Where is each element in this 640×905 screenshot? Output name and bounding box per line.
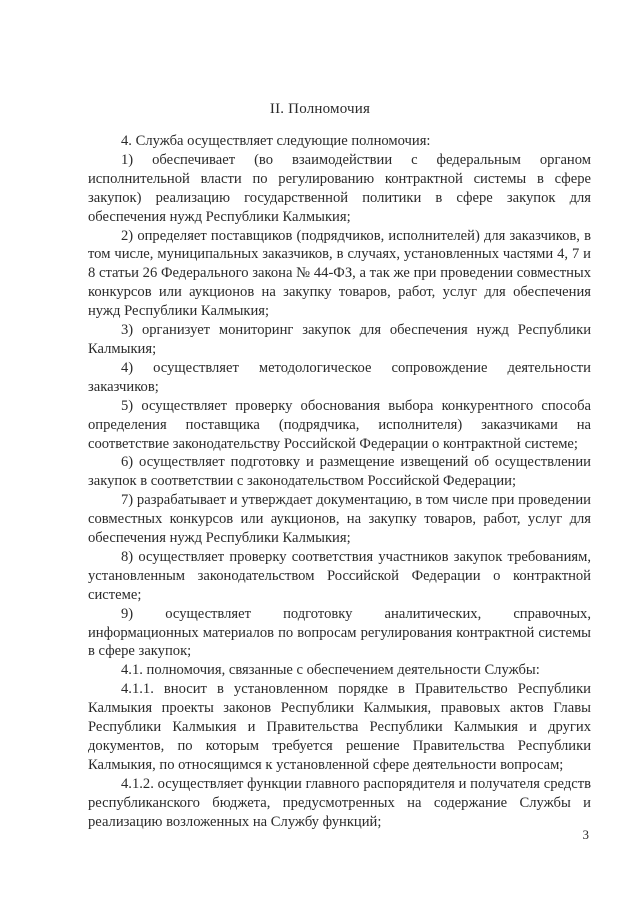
paragraph-item-5: 5) осуществляет проверку обоснования выбора конкурентного способа определения поставщика (подрядчика, исполнителя) заказчиками на соответствие законодательству Российской Федерации о контрактной системе; (88, 397, 591, 452)
paragraph-intro: 4. Служба осуществляет следующие полномочия: (121, 133, 431, 149)
paragraph-item-4: 4) осуществляет методологическое сопровождение деятельности заказчиков; (88, 359, 591, 395)
paragraph-item-6: 6) осуществляет подготовку и размещение извещений об осуществлении закупок в соответствии с законодательством Российской Федерации; (88, 454, 591, 490)
document-body (88, 132, 591, 832)
paragraph-item-3: 3) организует мониторинг закупок для обеспечения нужд Республики Калмыкия; (88, 322, 591, 357)
paragraph-4-1-2: 4.1.2. осуществляет функции главного распорядителя и получателя средств республиканского бюджета, предусмотренных на содержание Службы и реализацию возложенных на Службу функций; (88, 775, 591, 830)
page-number: 3 (582, 827, 589, 842)
paragraph-item-9: 9) осуществляет подготовку аналитических, справочных, информационных материалов по вопросам регулирования контрактной системы в сфере закупок; (88, 605, 591, 660)
section-heading: II. Полномочия (269, 101, 371, 117)
paragraph-4-1: 4.1. полномочия, связанные с обеспечением деятельности Службы: (121, 662, 540, 679)
paragraph-item-1: 1) обеспечивает (во взаимодействии с федеральным органом исполнительной власти по регулированию контрактной системы в сфере закупок) реализацию государственной политики в сфере закупок для обеспечения нужд Республики Калмыкия; (88, 151, 591, 225)
paragraph-item-2: 2) определяет поставщиков (подрядчиков, исполнителей) для заказчиков, в том числе, муниципальных заказчиков, в случаях, установленных частями 4, 7 и 8 статьи 26 Федерального закона № 44-ФЗ, а так же при проведении совместных конкурсов или аукционов на закупку товаров, работ, услуг для обеспечения нужд Республики Калмыкия; (88, 227, 591, 320)
paragraph-4-1-1: 4.1.1. вносит в установленном порядке в Правительство Республики Калмыкия проекты законов Республики Калмыкия, правовых актов Главы Республики Калмыкия и Правительства Республики Калмыкия и других документов, по которым требуется решение Правительства Республики Калмыкия, по относящимся к установленной сфере деятельности вопросам; (88, 681, 591, 773)
paragraph-item-8: 8) осуществляет проверку соответствия участников закупок требованиям, установленным законодательством Российской Федерации о контрактной системе; (88, 548, 591, 603)
paragraph-item-7: 7) разрабатывает и утверждает документацию, в том числе при проведении совместных конкурсов или аукционов, на закупку товаров, работ, услуг для обеспечения нужд Республики Калмыкия; (88, 492, 591, 547)
